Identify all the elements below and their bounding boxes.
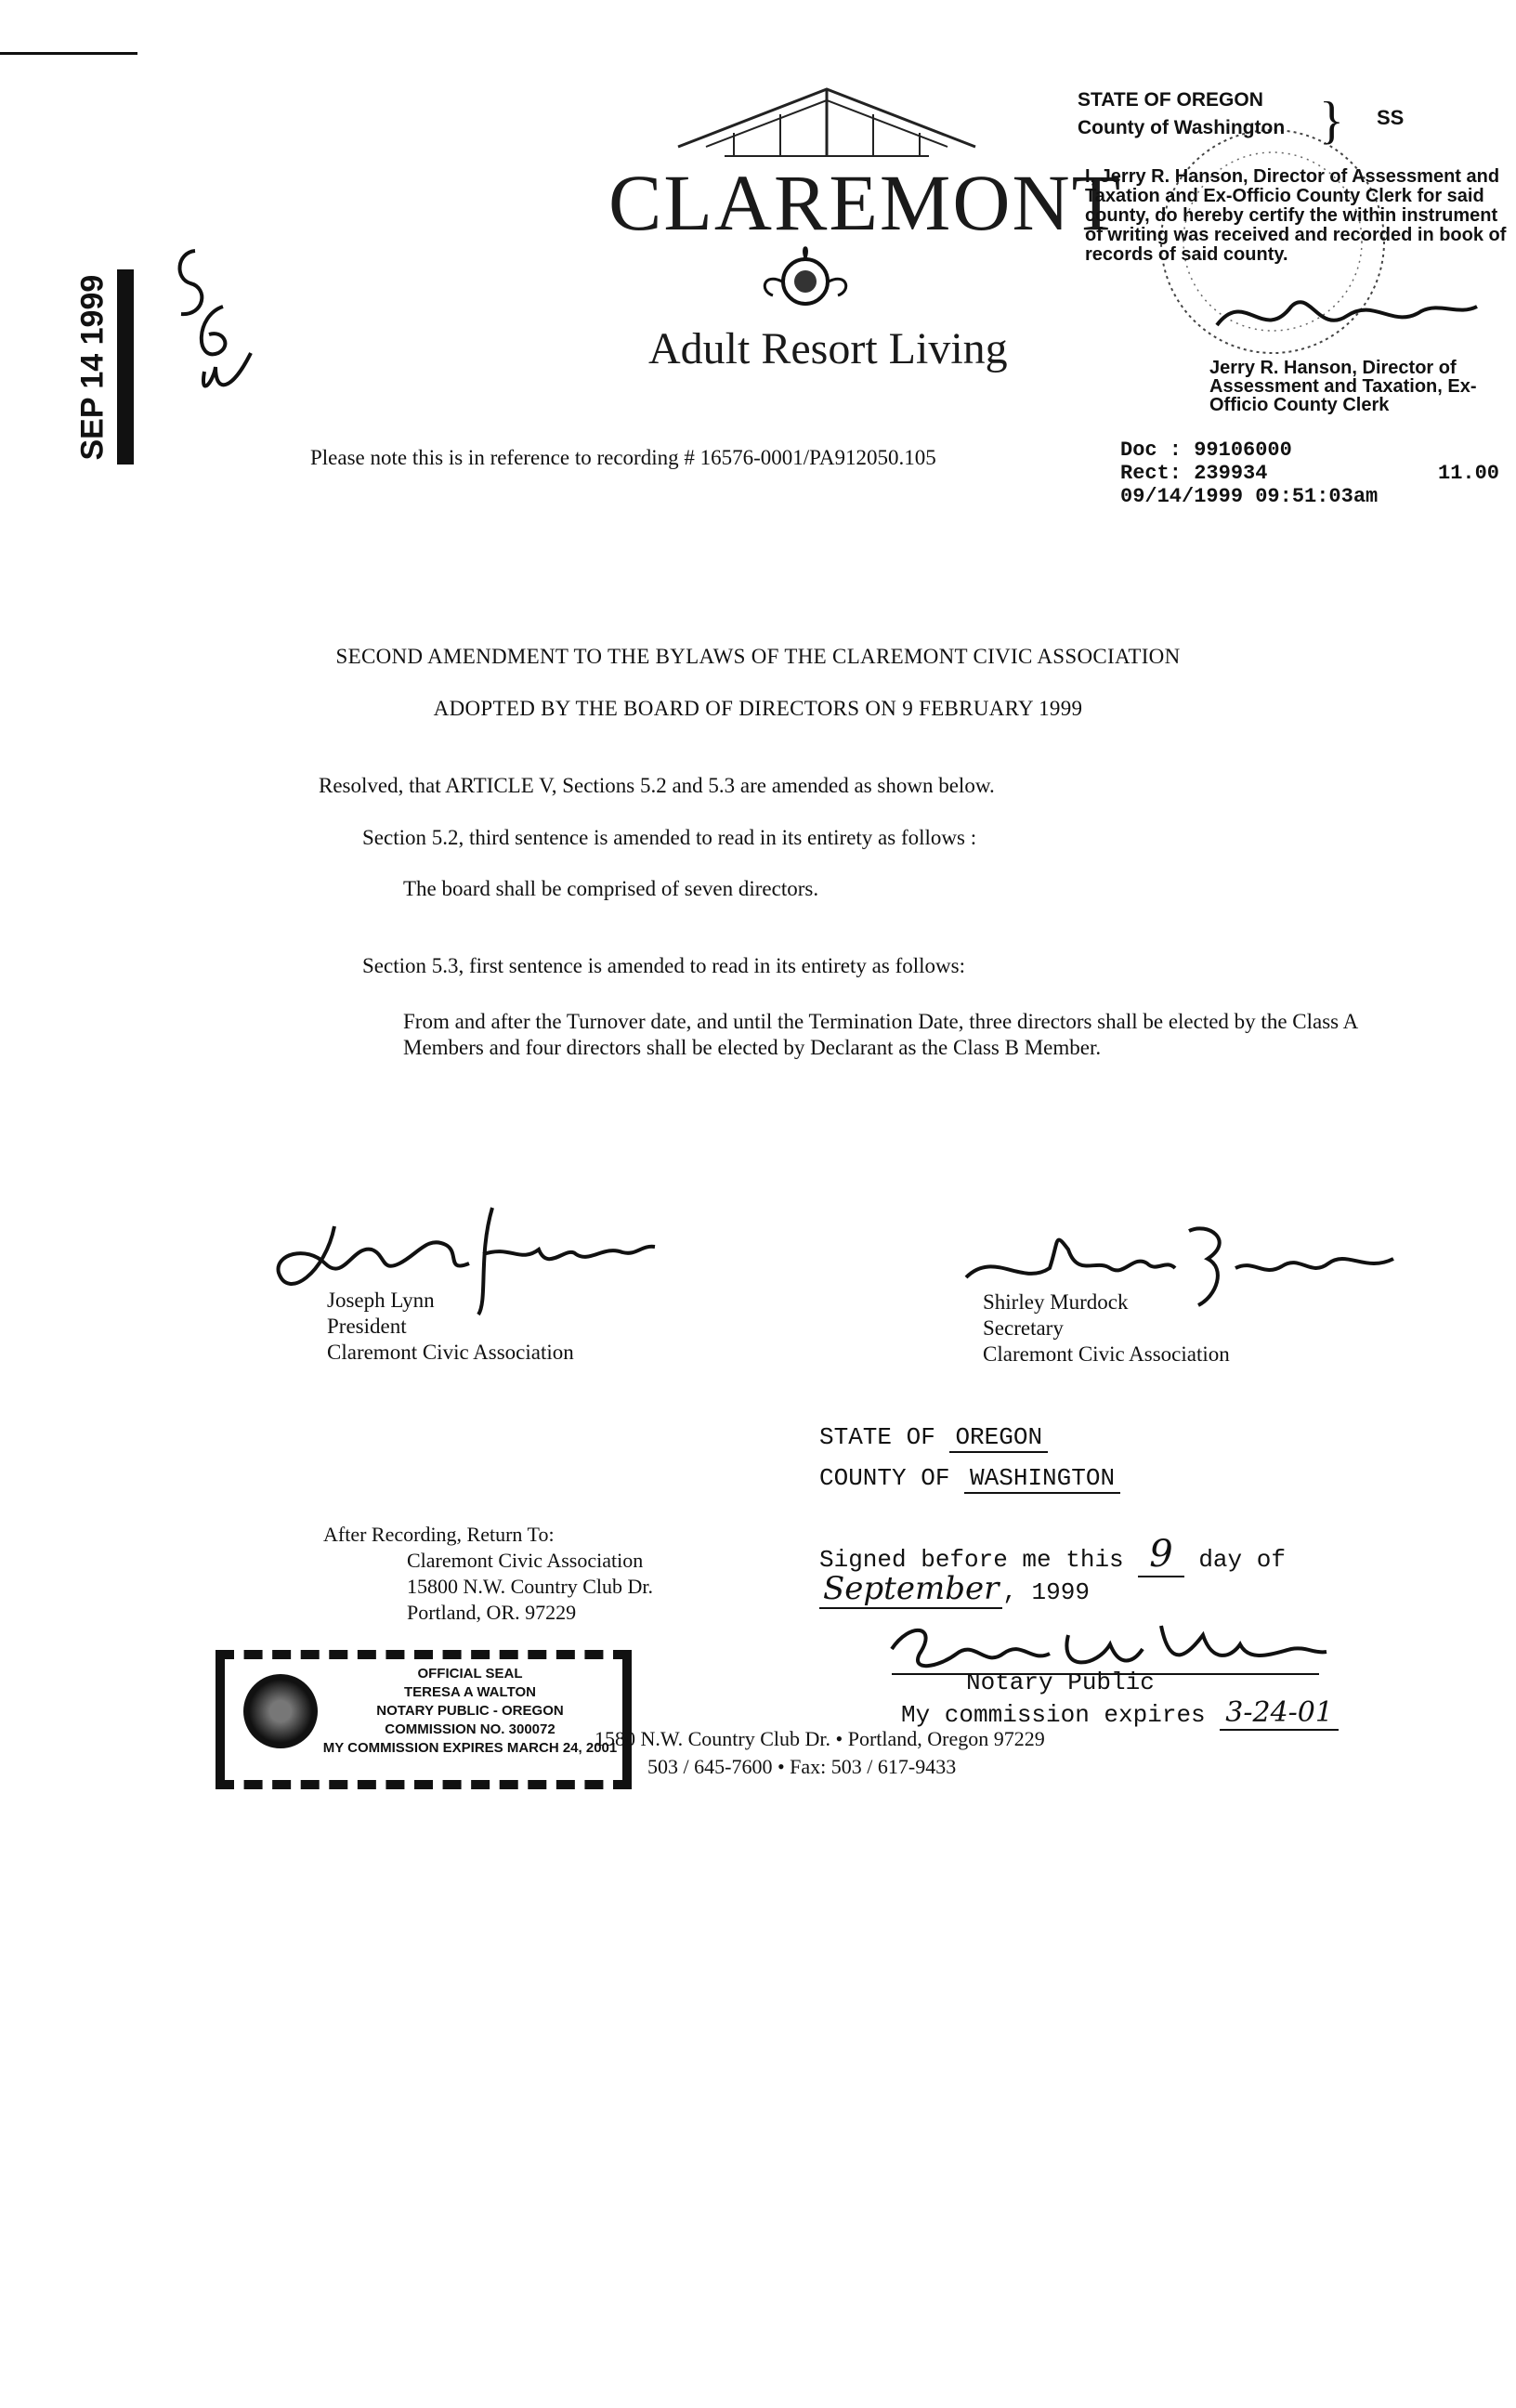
return-name: Claremont Civic Association [407,1549,644,1572]
county-state: STATE OF OREGON [1078,89,1263,111]
stamp-bar [117,269,134,465]
county-signer [1209,359,1516,414]
president-name: Joseph Lynn [327,1289,435,1312]
commission-label: My commission expires [901,1701,1206,1729]
secretary-signature-block [983,1289,1230,1368]
return-heading: After Recording, Return To: [323,1523,555,1546]
return-city: Portland, OR. 97229 [407,1601,577,1624]
rect-label: Rect: [1120,462,1183,485]
footer-address [595,1727,1045,1751]
notary-county-label: COUNTY OF [819,1464,950,1492]
resolution-statement: Resolved, that ARTICLE V, Sections 5.2 and 5.3 are amended as shown below. [319,774,995,797]
flower-emblem-icon [754,240,856,323]
county-certificate-text: I, Jerry R. Hanson, Director of Assessment and Taxation and Ex-Officio County Clerk for said county, do hereby certify the within instrument of writing was received and recorded in book of records of said county. [1085,166,1507,265]
footer-street: N.W. Country Club Dr. • Portland, Oregon 97229 [640,1727,1045,1750]
recording-document-info [1120,438,1378,508]
county-brace: } [1319,92,1344,150]
commission-date: 3-24-01 [1220,1696,1339,1731]
recording-datetime: 09/14/1999 09:51:03am [1120,485,1379,508]
seal-line-3: NOTARY PUBLIC - OREGON [376,1703,564,1719]
notary-commission-line [901,1696,1339,1729]
notary-seal-emblem-icon [243,1674,318,1748]
stamp-date: SEP 14 1999 [74,274,111,461]
notary-state-value: OREGON [949,1423,1048,1453]
footer-phone-fax: 503 / 645-7600 • Fax: 503 / 617-9433 [647,1755,957,1778]
section-5-2-text: The board shall be comprised of seven directors. [403,877,819,900]
notary-official-seal [216,1650,632,1789]
county-name: County of Washington [1078,117,1286,138]
recording-reference-note: Please note this is in reference to recording # 16576-0001/PA912050.105 [310,446,936,469]
rect-number: 239934 [1194,462,1268,485]
county-signer-name: Jerry R. Hanson, Director of [1209,358,1457,378]
president-org: Claremont Civic Association [327,1341,574,1364]
doc-label: Doc : [1120,438,1183,462]
section-5-3-intro: Section 5.3, first sentence is amended to read in its entirety as follows: [362,954,965,977]
county-ss: SS [1377,106,1405,129]
seal-line-4: COMMISSION NO. 300072 [385,1721,555,1737]
title-line-2: ADOPTED BY THE BOARD OF DIRECTORS ON 9 FEBRUARY 1999 [433,697,1083,720]
title-line-1: SECOND AMENDMENT TO THE BYLAWS OF THE CLAREMONT CIVIC ASSOCIATION [335,645,1181,668]
notary-signed-prefix: Signed before me this [819,1546,1124,1574]
notary-title: Notary Public [966,1669,1155,1696]
brand-tagline: Adult Resort Living [648,324,1008,373]
county-recording-block [1078,89,1516,139]
notary-month-line [819,1570,1090,1607]
document-title [0,645,1516,721]
notary-state-line [819,1423,1048,1451]
secretary-org: Claremont Civic Association [983,1342,1230,1366]
notary-day: 9 [1138,1533,1183,1577]
notary-county-line [819,1464,1120,1492]
claremont-roof-logo [669,82,985,165]
county-clerk-signature [1208,279,1486,353]
notary-state-label: STATE OF [819,1423,935,1451]
seal-line-1: OFFICIAL SEAL [417,1666,523,1682]
notary-county-value: WASHINGTON [964,1464,1120,1494]
seal-line-5: MY COMMISSION EXPIRES MARCH 24, 2001 [322,1740,618,1756]
section-5-2-intro: Section 5.2, third sentence is amended to read in its entirety as follows : [362,826,977,849]
president-title: President [327,1315,407,1338]
section-5-3-text: From and after the Turnover date, and until the Termination Date, three directors shall be elected by the Class A Members and four directors shall be elected by Declarant as the Class B Member. [403,1010,1357,1059]
notary-day-suffix: day of [1198,1546,1286,1574]
seal-line-2: TERESA A WALTON [404,1684,536,1700]
secretary-title: Secretary [983,1316,1064,1340]
county-signer-title: Assessment and Taxation, Ex-Officio County Clerk [1209,376,1477,415]
notary-seal-text [321,1665,619,1758]
footer-street-prefix: 1580 [595,1727,635,1750]
doc-number: 99106000 [1194,438,1292,462]
scan-artifact-line [0,52,137,55]
notary-year: , 1999 [1002,1578,1090,1606]
notary-month: September [819,1570,1002,1609]
secretary-name: Shirley Murdock [983,1290,1129,1314]
return-address-block [323,1522,653,1626]
brand-name: CLAREMONT [608,158,1123,247]
received-date-stamp [56,269,139,465]
handwritten-note [158,242,269,427]
return-street: 15800 N.W. Country Club Dr. [407,1575,654,1598]
president-signature-block [327,1288,574,1366]
recording-fee: 11.00 [1438,462,1500,485]
